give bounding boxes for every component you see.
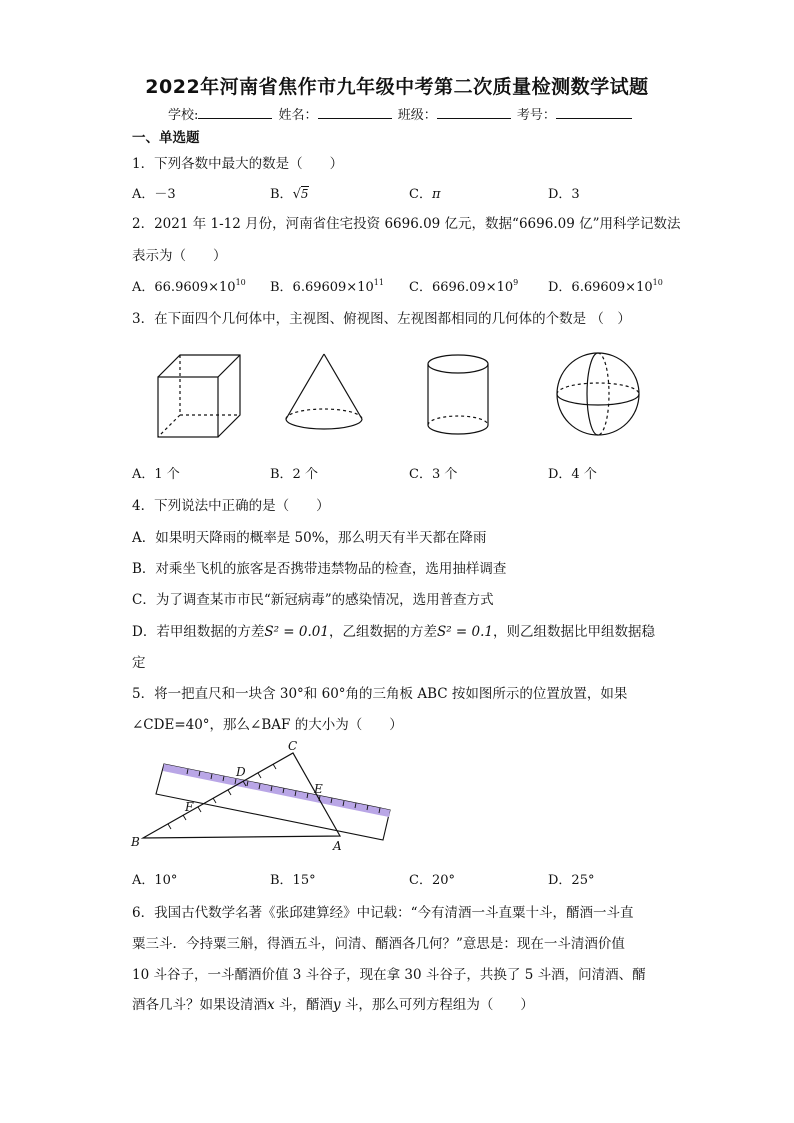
q1-option-b xyxy=(270,183,309,202)
q6-line1: 6．我国古代数学名著《张邱建算经》中记载：“今有清酒一斗直粟十斗，醑酒一斗直 xyxy=(132,905,634,921)
label-a: A xyxy=(333,839,342,853)
q1-option-b-prefix: B． xyxy=(270,187,293,202)
q2-option-a xyxy=(132,276,246,295)
label-e: E xyxy=(314,782,323,796)
label-f: F xyxy=(185,800,194,814)
sphere-equator-back xyxy=(557,383,639,394)
cone-left-edge xyxy=(286,354,324,419)
label-c: C xyxy=(288,739,298,753)
cube-figure xyxy=(150,350,250,440)
q3-stem: 3．在下面四个几何体中，主视图、俯视图、左视图都相同的几何体的个数是 （ ） xyxy=(132,311,631,327)
sphere-meridian-back xyxy=(598,353,609,435)
q2-option-d xyxy=(548,276,663,295)
q5-option-b: B．15° xyxy=(270,873,316,888)
label-b: B xyxy=(131,835,140,849)
q6-line2: 粟三斗．今持粟三斛，得酒五斗，问清、醑酒各几何？”意思是：现在一斗清酒价值 xyxy=(132,936,625,952)
q1-option-d: D．3 xyxy=(548,187,580,202)
page-title: 2022年河南省焦作市九年级中考第二次质量检测数学试题 xyxy=(145,76,649,98)
cylinder-bottom-front xyxy=(428,425,488,434)
q1-stem: 1．下列各数中最大的数是（ ） xyxy=(132,156,344,172)
q2-option-a-base: A．66.9609×10 xyxy=(132,280,236,295)
q1-option-b-radicand: 5 xyxy=(300,187,309,201)
q6-line4-part3: 斗，那么可列方程组为（ ） xyxy=(340,997,534,1013)
q6-line3: 10 斗谷子，一斗醑酒价值 3 斗谷子，现在拿 30 斗谷子，共换了 5 斗酒，问清酒、醑 xyxy=(132,967,646,983)
q2-option-b xyxy=(270,276,384,295)
q4-d-variance1: S² = 0.01 xyxy=(264,624,329,640)
q4-option-b: B．对乘坐飞机的旅客是否携带违禁物品的检查，选用抽样调查 xyxy=(132,561,507,577)
cylinder-bottom-back xyxy=(428,416,488,425)
q4-d-part1: D．若甲组数据的方差 xyxy=(132,624,265,640)
label-d: D xyxy=(236,765,246,779)
q4-option-d xyxy=(132,620,655,640)
class-blank[interactable] xyxy=(437,106,511,119)
q2-option-c-exp: 9 xyxy=(513,278,519,287)
name-label: 姓名： xyxy=(278,108,318,123)
q4-option-a: A．如果明天降雨的概率是 50%，那么明天有半天都在降雨 xyxy=(132,530,487,546)
q2-option-a-exp: 10 xyxy=(235,278,246,287)
q3-option-c: C．3 个 xyxy=(409,467,458,482)
q6-line4-part1: 酒各几斗？如果设清酒 xyxy=(132,997,267,1013)
q2-option-b-base: B．6.69609×10 xyxy=(270,280,374,295)
sphere-meridian-front xyxy=(587,353,598,435)
q3-option-d: D．4 个 xyxy=(548,467,597,482)
q4-stem: 4．下列说法中正确的是（ ） xyxy=(132,498,330,514)
cone-base-front xyxy=(286,419,362,429)
sphere-figure xyxy=(552,350,647,440)
number-blank[interactable] xyxy=(556,106,632,119)
sphere-equator-front xyxy=(557,394,639,405)
q5-option-d: D．25° xyxy=(548,873,595,888)
q4-d-part3: ，则乙组数据比甲组数据稳 xyxy=(492,624,655,640)
class-label: 班级： xyxy=(397,108,437,123)
school-blank[interactable] xyxy=(198,106,272,119)
q4-option-c: C．为了调查某市市民“新冠病毒”的感染情况，选用普查方式 xyxy=(132,592,494,608)
q5-stem-line1: 5．将一把直尺和一块含 30°和 60°角的三角板 ABC 按如图所示的位置放置，如果 xyxy=(132,686,628,702)
q1-option-a: A．－3 xyxy=(132,187,176,202)
school-label: 学校: xyxy=(168,108,199,123)
q3-option-a: A．1 个 xyxy=(132,467,180,482)
q2-option-d-exp: 10 xyxy=(652,278,663,287)
section-heading: 一、单选题 xyxy=(132,130,200,146)
q6-variable-x: x xyxy=(267,997,275,1013)
q1-option-c xyxy=(409,183,441,202)
q6-variable-y: y xyxy=(332,997,341,1013)
q4-d-part2: ，乙组数据的方差 xyxy=(328,624,437,640)
q1-option-c-prefix: C． xyxy=(409,187,432,202)
q4-d-variance2: S² = 0.1 xyxy=(436,624,493,640)
q2-option-b-exp: 11 xyxy=(373,278,384,287)
cube-top-edge xyxy=(218,355,240,377)
cone-right-edge xyxy=(324,354,362,419)
student-info-line xyxy=(168,104,634,123)
q6-line4 xyxy=(132,993,534,1013)
cylinder-top xyxy=(428,355,488,373)
sqrt-icon: √ xyxy=(292,187,301,202)
cone-base-back xyxy=(286,409,362,419)
q5-option-c: C．20° xyxy=(409,873,455,888)
number-label: 考号： xyxy=(516,108,556,123)
q3-option-b: B．2 个 xyxy=(270,467,318,482)
sphere-outline xyxy=(557,353,639,435)
cone-figure xyxy=(280,350,370,435)
q2-option-c-base: C．6696.09×10 xyxy=(409,280,514,295)
q6-line4-part2: 斗，醑酒 xyxy=(274,997,333,1013)
ruler-triangle-figure xyxy=(128,738,398,853)
cylinder-figure xyxy=(420,350,500,440)
q5-stem-line2: ∠CDE=40°，那么∠BAF 的大小为（ ） xyxy=(132,717,403,733)
q2-option-c xyxy=(409,276,518,295)
name-blank[interactable] xyxy=(318,106,392,119)
q2-stem-line1: 2．2021 年 1-12 月份，河南省住宅投资 6696.09 亿元，数据“6696.09 亿”用科学记数法 xyxy=(132,216,681,232)
q2-option-d-base: D．6.69609×10 xyxy=(548,280,653,295)
q2-stem-line2: 表示为（ ） xyxy=(132,248,227,264)
q5-option-a: A．10° xyxy=(132,873,178,888)
q1-option-c-value: π xyxy=(431,187,441,202)
q4-option-d-line2: 定 xyxy=(132,655,146,671)
